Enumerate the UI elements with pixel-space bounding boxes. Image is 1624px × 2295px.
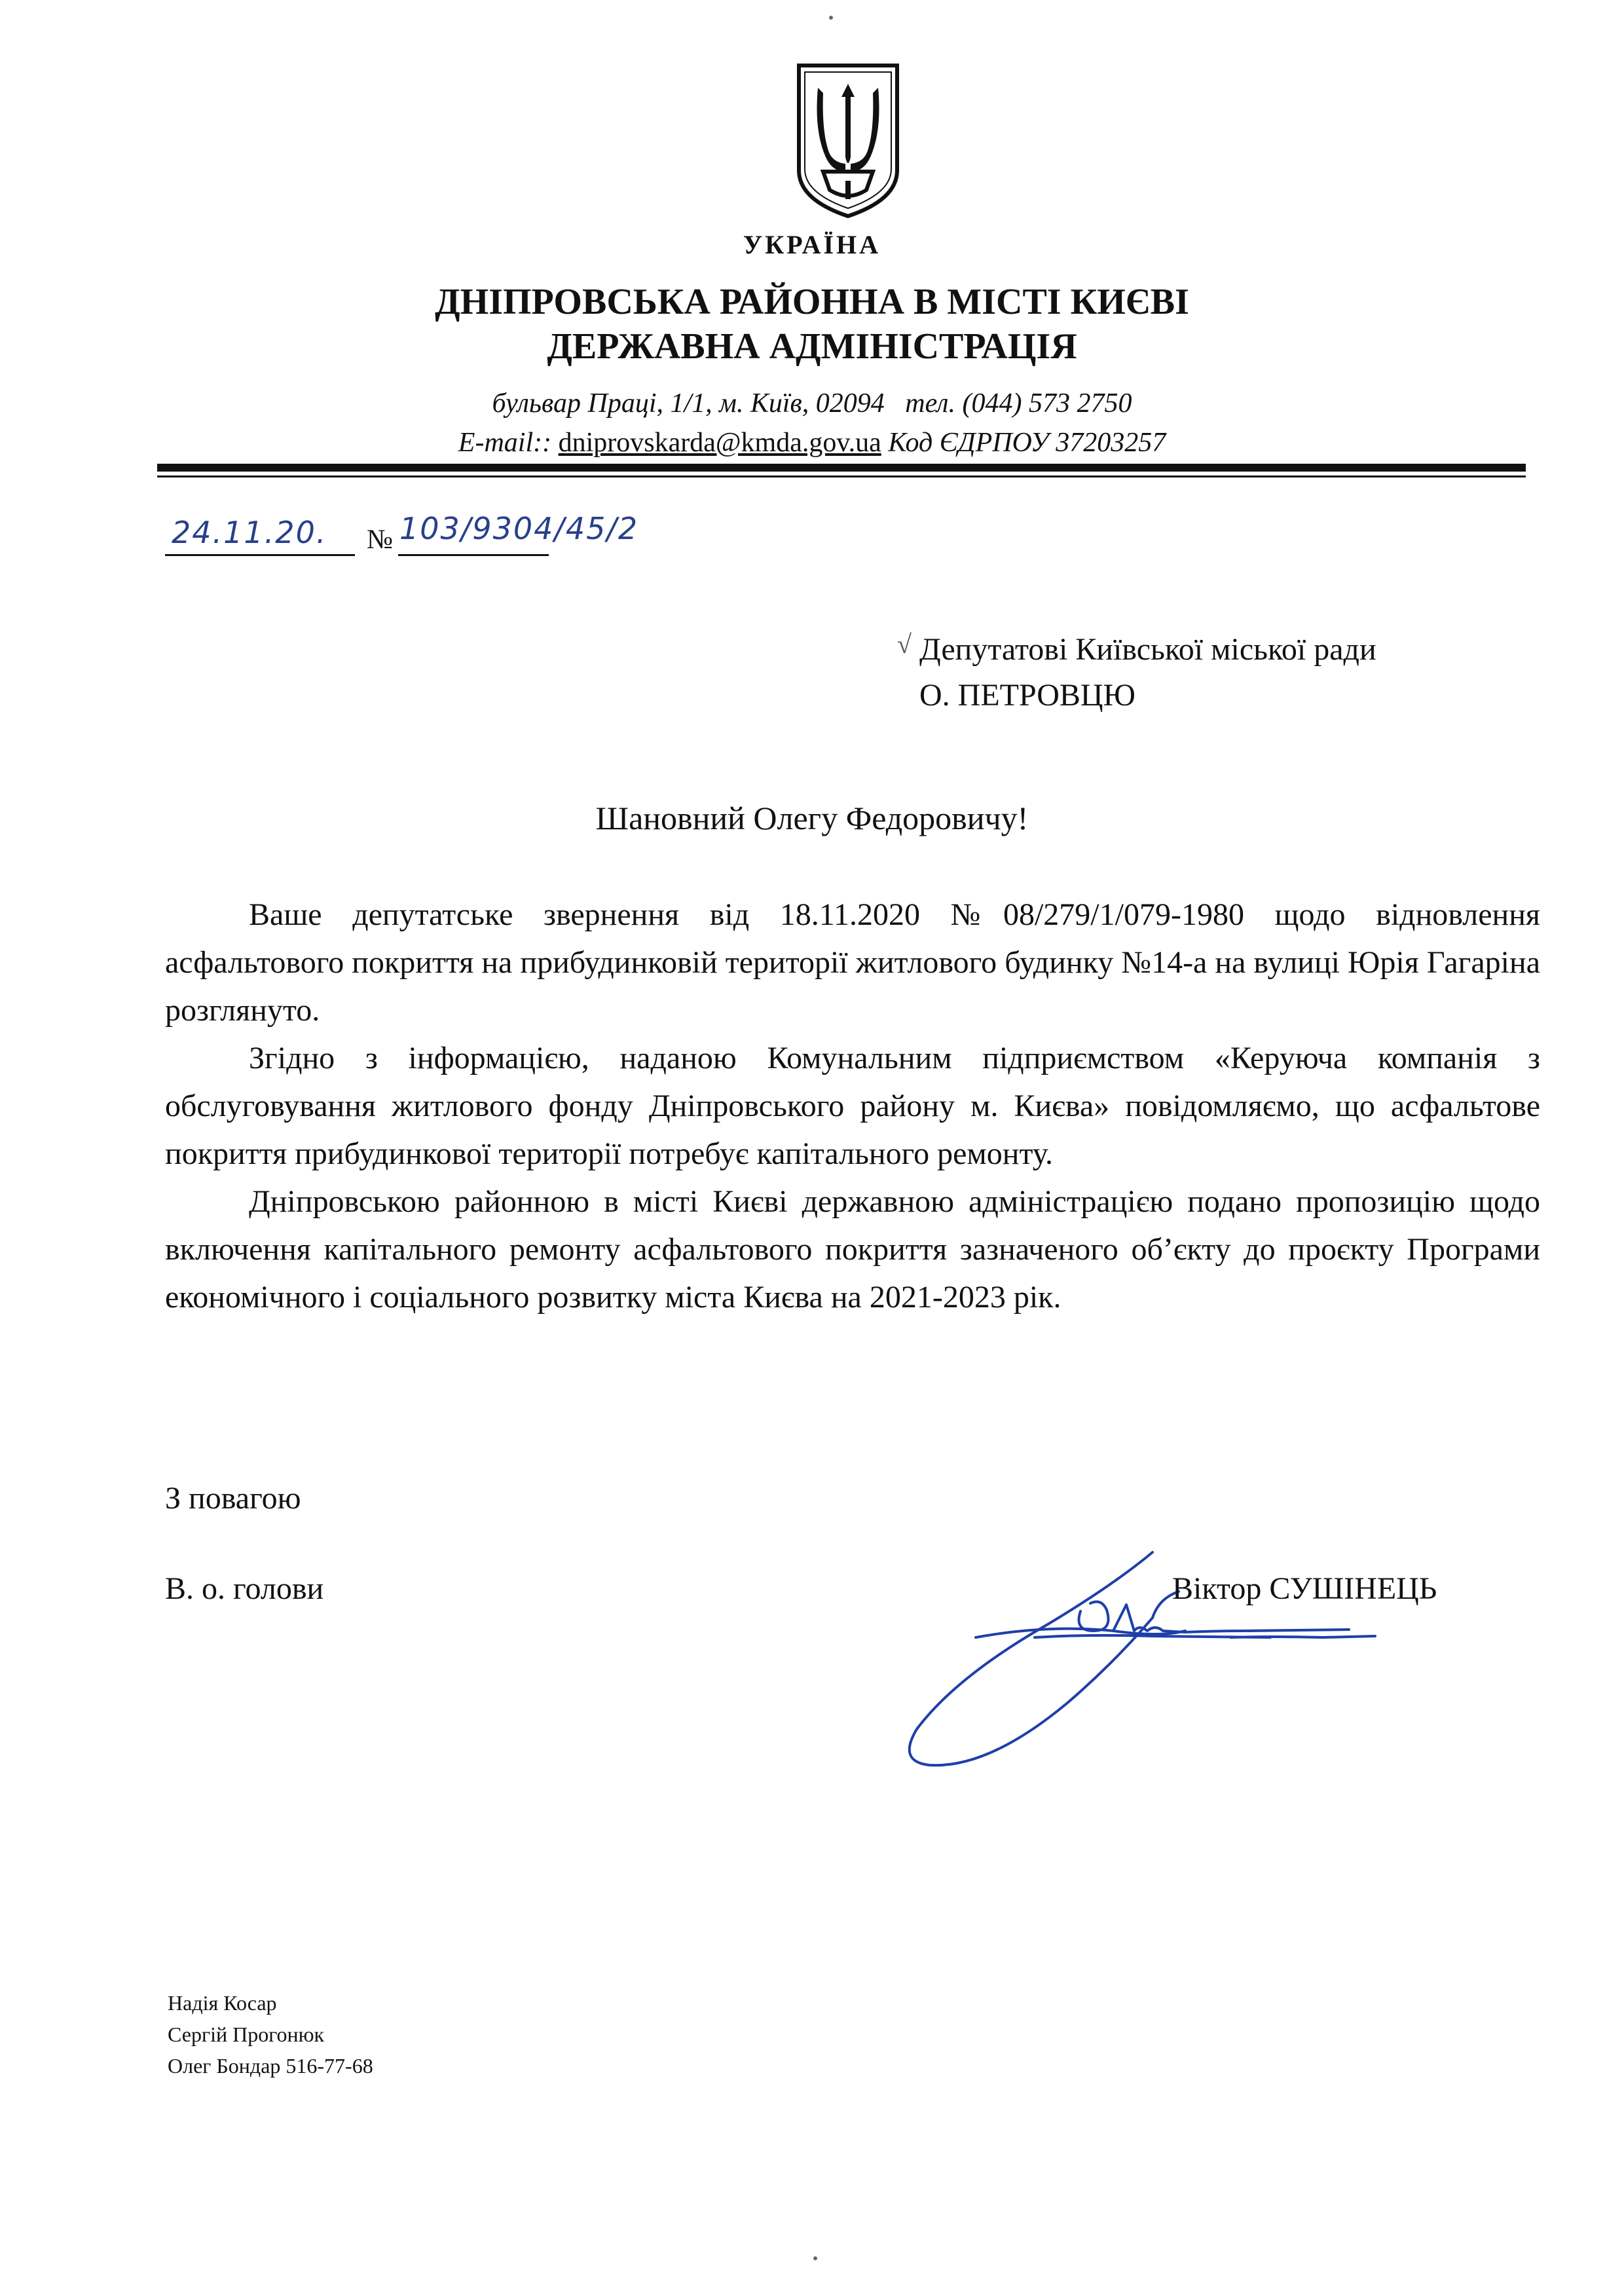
ukraine-coat-of-arms-icon [789,59,907,223]
registration-date: 24.11.20. [172,515,327,550]
contact-line-address [0,386,1624,420]
signer-position: В. о. голови [165,1571,324,1606]
country-name: УКРАЇНА [743,230,881,259]
address: бульвар Праці, 1/1, м. Київ, 02094 [492,388,885,419]
executor-name: Сергій Прогонюк [168,2023,325,2046]
registration-number: 103/9304/45/2 [399,511,639,546]
edrpou-code: Код ЄДРПОУ 37203257 [888,428,1166,458]
registration-number-label: № [367,525,394,555]
email-label: E-mail:: [458,428,552,458]
phone: тел. (044) 573 2750 [905,388,1132,419]
body-paragraph: Згідно з інформацією, наданою Комунальним підприємством «Керуюча компанія з обслуговування житлового фонду Дніпровського району м. Києва» повідомляємо, що асфальтове покриття прибудинкової території потребує капітального ремонту. [165,1041,1540,1171]
addressee-title: Депутатові Київської міської ради [919,632,1376,667]
closing: З повагою [165,1481,301,1516]
date-underline [165,554,355,556]
signature-icon [877,1533,1539,1782]
header-divider-thick [157,464,1526,472]
email-link[interactable]: dniprovskarda@kmda.gov.ua [558,428,881,458]
executors-list [168,1987,373,2081]
check-mark-icon: √ [897,629,912,659]
scan-speck [829,16,833,20]
org-name-line2: ДЕРЖАВНА АДМІНІСТРАЦІЯ [547,326,1077,367]
salutation: Шановний Олегу Федоровичу! [595,800,1029,836]
number-underline [398,554,549,556]
letter-body [165,891,1540,1321]
contact-line-email [0,426,1624,460]
executor-name: Олег Бондар 516-77-68 [168,2054,373,2078]
addressee-name: О. ПЕТРОВЦЮ [919,678,1135,713]
header-divider-thin [157,476,1526,477]
signer-name: Віктор СУШІНЕЦЬ [1172,1571,1437,1606]
org-name-line1: ДНІПРОВСЬКА РАЙОННА В МІСТІ КИЄВІ [435,282,1189,322]
scan-speck [813,2256,817,2260]
executor-name: Надія Косар [168,1991,277,2015]
body-paragraph: Дніпровською районною в місті Києві державною адміністрацією подано пропозицію щодо включення капітального ремонту асфальтового покриття зазначеного об’єкту до проєкту Програми економічного і соціального розвитку міста Києва на 2021-2023 рік. [165,1184,1540,1315]
body-paragraph: Ваше депутатське звернення від 18.11.2020 №08/279/1/079-1980 щодо відновлення асфальтового покриття на прибудинковій території житлового будинку №14-а на вулиці Юрія Гагаріна розглянуто. [165,897,1540,1028]
